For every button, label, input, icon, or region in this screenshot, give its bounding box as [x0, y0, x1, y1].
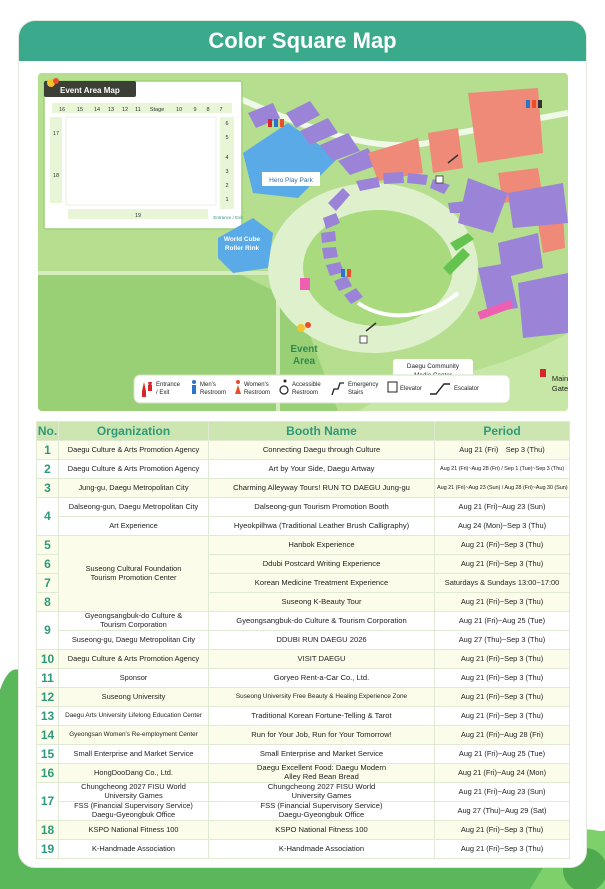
inset-booth-1: 1: [225, 197, 229, 203]
header-period: Period: [435, 422, 570, 441]
row-no: 6: [37, 555, 59, 574]
row-period: Aug 21 (Fri)~Sep 3 (Thu): [435, 840, 570, 859]
row-booth-name: Korean Medicine Treatment Experience: [209, 574, 435, 593]
row-no: 2: [37, 460, 59, 479]
row-no: 15: [37, 745, 59, 764]
booth-line-2: Alley Red Bean Bread: [284, 772, 359, 781]
row-booth-name: Run for Your Job, Run for Your Tomorrow!: [209, 726, 435, 745]
row-no: 7: [37, 574, 59, 593]
row-organization: Jung-gu, Daegu Metropolitan City: [59, 479, 209, 498]
row-booth-name: K-Handmade Association: [209, 840, 435, 859]
inset-booth-14: 14: [93, 107, 101, 113]
row-booth-name: Suseong K-Beauty Tour: [209, 593, 435, 612]
row-organization: Suseong University: [59, 688, 209, 707]
table-row: [37, 802, 570, 821]
row-organization: KSPO National Fitness 100: [59, 821, 209, 840]
row-no: 13: [37, 707, 59, 726]
org-line-1: Gyeongsangbuk-do Culture &: [84, 611, 183, 621]
row-booth-name: VISIT DAEGU: [209, 650, 435, 669]
row-period: Aug 27 (Thu)~Sep 3 (Thu): [435, 631, 570, 650]
row-organization: HongDooDang Co., Ltd.: [59, 764, 209, 783]
inset-booth-18: 18: [52, 173, 60, 179]
booth-line-1: FSS (Financial Supervisory Service): [260, 801, 383, 811]
row-no: 19: [37, 840, 59, 859]
inset-booth-17: 17: [52, 131, 60, 137]
legend-womens-label-1: Women's: [244, 382, 269, 388]
map-card: [19, 21, 586, 867]
inset-entrance-label: Entrance / Exit: [213, 215, 243, 220]
legend-mens-label-2: Restroom: [200, 390, 227, 396]
row-no: 4: [37, 498, 59, 536]
event-area-label-1: Event: [290, 344, 318, 355]
table-row: [37, 726, 570, 745]
elevator-icon-south: [360, 336, 367, 343]
inset-booth-2: 2: [225, 183, 229, 189]
row-period: Aug 21 (Fri)~Sep 3 (Thu): [435, 821, 570, 840]
row-period: Aug 21 (Fri) Sep 3 (Thu): [435, 441, 570, 460]
row-organization: Dalseong-gun, Daegu Metropolitan City: [59, 498, 209, 517]
row-organization: Suseong-gu, Daegu Metropolitan City: [59, 631, 209, 650]
table-row: [37, 707, 570, 726]
row-booth-name: Charming Alleyway Tours! RUN TO DAEGU Jung-gu: [209, 479, 435, 498]
header-organization: Organization: [59, 422, 209, 441]
booth-line-2: Daegu-Gyeongbuk Office: [278, 810, 365, 819]
legend-mens-label-1: Men's: [200, 382, 216, 388]
pink-booth-west: [300, 278, 310, 290]
table-header-row: [37, 422, 570, 441]
row-booth-name: [209, 764, 435, 783]
row-organization: Daegu Arts University Lifelong Education Center: [59, 707, 209, 726]
row-no: 1: [37, 441, 59, 460]
row-booth-name: DDUBI RUN DAEGU 2026: [209, 631, 435, 650]
legend-mens-icon: [192, 380, 196, 394]
inset-booth-11: 11: [135, 107, 141, 113]
row-organization: Art Experience: [59, 517, 209, 536]
row-period: Aug 21 (Fri)~Aug 25 (Tue): [435, 745, 570, 764]
table-row: [37, 688, 570, 707]
row-no: 9: [37, 612, 59, 650]
legend-emergency-label-1: Emergency: [348, 382, 379, 388]
row-organization: Small Enterprise and Market Service: [59, 745, 209, 764]
elevator-icon: [436, 176, 443, 183]
inset-booth-12: 12: [121, 107, 129, 113]
row-booth-name: [209, 802, 435, 821]
row-no: 14: [37, 726, 59, 745]
row-booth-name: Hanbok Experience: [209, 536, 435, 555]
row-booth-name: Gyeongsangbuk-do Culture & Tourism Corporation: [209, 612, 435, 631]
inset-booth-15: 15: [76, 107, 84, 113]
header-no: No.: [37, 422, 59, 441]
table-row: [37, 517, 570, 536]
row-period: Aug 21 (Fri)~Sep 3 (Thu): [435, 707, 570, 726]
row-no: 8: [37, 593, 59, 612]
inset-booth-7: 7: [219, 107, 223, 113]
org-line-2: Daegu-Gyeongbuk Office: [91, 810, 176, 819]
row-booth-name: Goryeo Rent-a-Car Co., Ltd.: [209, 669, 435, 688]
inset-booth-19: 19: [134, 213, 142, 219]
table-row: [37, 441, 570, 460]
row-period: Aug 21 (Fri)~Aug 23 (Sun): [435, 498, 570, 517]
inset-booth-6: 6: [225, 121, 229, 127]
row-organization: [59, 536, 209, 612]
row-organization: Sponsor: [59, 669, 209, 688]
roller-rink-label-2: Roller Rink: [224, 245, 260, 252]
row-booth-name: [209, 783, 435, 802]
row-booth-name: Suseong University Free Beauty & Healing Experience Zone: [209, 688, 435, 707]
row-period: Aug 21 (Fri)~Sep 3 (Thu): [435, 536, 570, 555]
legend-womens-label-2: Restroom: [244, 390, 271, 396]
table-row: [37, 783, 570, 802]
row-organization: [59, 612, 209, 631]
table-row: [37, 612, 570, 631]
restroom-icon-east: [526, 100, 542, 108]
row-period: Aug 21 (Fri)~Aug 28 (Fri): [435, 726, 570, 745]
inset-booth-13: 13: [107, 107, 115, 113]
legend-escalator-label: Escalator: [454, 386, 480, 392]
row-no: 5: [37, 536, 59, 555]
inset-booth-3: 3: [225, 169, 229, 175]
table-row: [37, 479, 570, 498]
header-bar: [19, 21, 586, 61]
table-row: [37, 669, 570, 688]
inset-booth-8: 8: [206, 107, 210, 113]
event-area-map-title: Event Area Map: [60, 86, 120, 95]
row-booth-name: KSPO National Fitness 100: [209, 821, 435, 840]
row-period: Aug 21 (Fri)~Sep 3 (Thu): [435, 650, 570, 669]
table-row: [37, 745, 570, 764]
hero-play-park-label: Hero Play Park: [269, 177, 313, 184]
row-period: Aug 21 (Fri)~Sep 3 (Thu): [435, 593, 570, 612]
legend-elevator-icon: [388, 382, 397, 392]
row-period: Saturdays & Sundays 13:00~17:00: [435, 574, 570, 593]
row-no: 17: [37, 783, 59, 821]
event-area-label-2: Area: [292, 356, 316, 367]
row-period: Aug 21 (Fri)~Sep 3 (Thu): [435, 555, 570, 574]
main-gate-entrance-icon: [540, 369, 546, 377]
legend-emergency-label-2: Stairs: [348, 390, 364, 396]
table-row: [37, 536, 570, 555]
table-row: [37, 498, 570, 517]
row-organization: Daegu Culture & Arts Promotion Agency: [59, 460, 209, 479]
inset-stage: Stage: [149, 107, 165, 113]
main-gate-label-2: Gate: [551, 384, 568, 393]
row-period: Aug 21 (Fri)~Aug 23 (Sun): [435, 783, 570, 802]
row-booth-name: Small Enterprise and Market Service: [209, 745, 435, 764]
row-no: 10: [37, 650, 59, 669]
row-period: Aug 21 (Fri)~Aug 24 (Mon): [435, 764, 570, 783]
table-row: [37, 821, 570, 840]
row-organization: Gyeongsan Women's Re-employment Center: [59, 726, 209, 745]
row-organization: K-Handmade Association: [59, 840, 209, 859]
inset-booth-10: 10: [175, 107, 183, 113]
booth-line-2: University Games: [291, 791, 352, 800]
legend-accessible-label-1: Accessible: [292, 382, 321, 388]
page-title: Color Square Map: [208, 28, 397, 53]
row-period: Aug 21 (Fri)~Aug 23 (Sun) / Aug 28 (Fri)~Aug 30 (Sun): [435, 479, 570, 498]
row-organization: [59, 802, 209, 821]
row-booth-name: Hyeokpilhwa (Traditional Leather Brush Calligraphy): [209, 517, 435, 536]
table-row: [37, 840, 570, 859]
inset-booth-16: 16: [58, 107, 66, 113]
legend-elevator-label: Elevator: [400, 386, 423, 392]
legend-entrance-label-2: / Exit: [156, 390, 170, 396]
org-line-1: Chungcheong 2027 FISU World: [81, 782, 186, 792]
row-no: 11: [37, 669, 59, 688]
row-period: Aug 21 (Fri)~Aug 25 (Tue): [435, 612, 570, 631]
table-row: [37, 764, 570, 783]
row-no: 16: [37, 764, 59, 783]
row-period: Aug 21 (Fri)~Aug 28 (Fri) / Sep 1 (Tue)~Sep 3 (Thu): [435, 460, 570, 479]
row-booth-name: Traditional Korean Fortune-Telling & Tarot: [209, 707, 435, 726]
row-no: 3: [37, 479, 59, 498]
row-organization: Daegu Culture & Arts Promotion Agency: [59, 650, 209, 669]
booth-line-1: Chungcheong 2027 FISU World: [267, 782, 376, 792]
media-center-label-1: Daegu Community: [406, 363, 460, 370]
inset-booth-5: 5: [225, 135, 229, 141]
inset-booth-9: 9: [193, 107, 197, 113]
inset-booth-4: 4: [225, 155, 229, 161]
org-line-2: Tourism Corporation: [100, 620, 167, 629]
row-booth-name: Dalseong-gun Tourism Promotion Booth: [209, 498, 435, 517]
org-line-2: University Games: [104, 791, 163, 800]
org-line-2: Tourism Promotion Center: [90, 572, 177, 582]
org-line-1: Suseong Cultural Foundation: [85, 563, 182, 573]
main-gate-label-1: Main: [551, 374, 568, 383]
restroom-icon: [268, 119, 284, 127]
legend-entrance-label-1: Entrance: [156, 382, 181, 388]
row-period: Aug 21 (Fri)~Sep 3 (Thu): [435, 669, 570, 688]
org-line-1: FSS (Financial Supervisory Service): [74, 801, 193, 811]
row-period: Aug 21 (Fri)~Sep 3 (Thu): [435, 688, 570, 707]
row-booth-name: Art by Your Side, Daegu Artway: [209, 460, 435, 479]
table-row: [37, 631, 570, 650]
row-organization: Daegu Culture & Arts Promotion Agency: [59, 441, 209, 460]
color-square-map: [38, 73, 568, 411]
booth-line-1: Daegu Excellent Food: Daegu Modern: [256, 763, 387, 773]
row-no: 12: [37, 688, 59, 707]
row-organization: [59, 783, 209, 802]
legend-accessible-label-2: Restroom: [292, 390, 319, 396]
table-row: [37, 460, 570, 479]
row-booth-name: Ddubi Postcard Writing Experience: [209, 555, 435, 574]
row-period: Aug 27 (Thu)~Aug 29 (Sat): [435, 802, 570, 821]
row-period: Aug 24 (Mon)~Sep 3 (Thu): [435, 517, 570, 536]
roller-rink-label-1: World Cube: [223, 236, 261, 243]
row-booth-name: Connecting Daegu through Culture: [209, 441, 435, 460]
table-row: [37, 650, 570, 669]
header-booth-name: Booth Name: [209, 422, 435, 441]
booth-table: [36, 421, 570, 859]
row-no: 18: [37, 821, 59, 840]
